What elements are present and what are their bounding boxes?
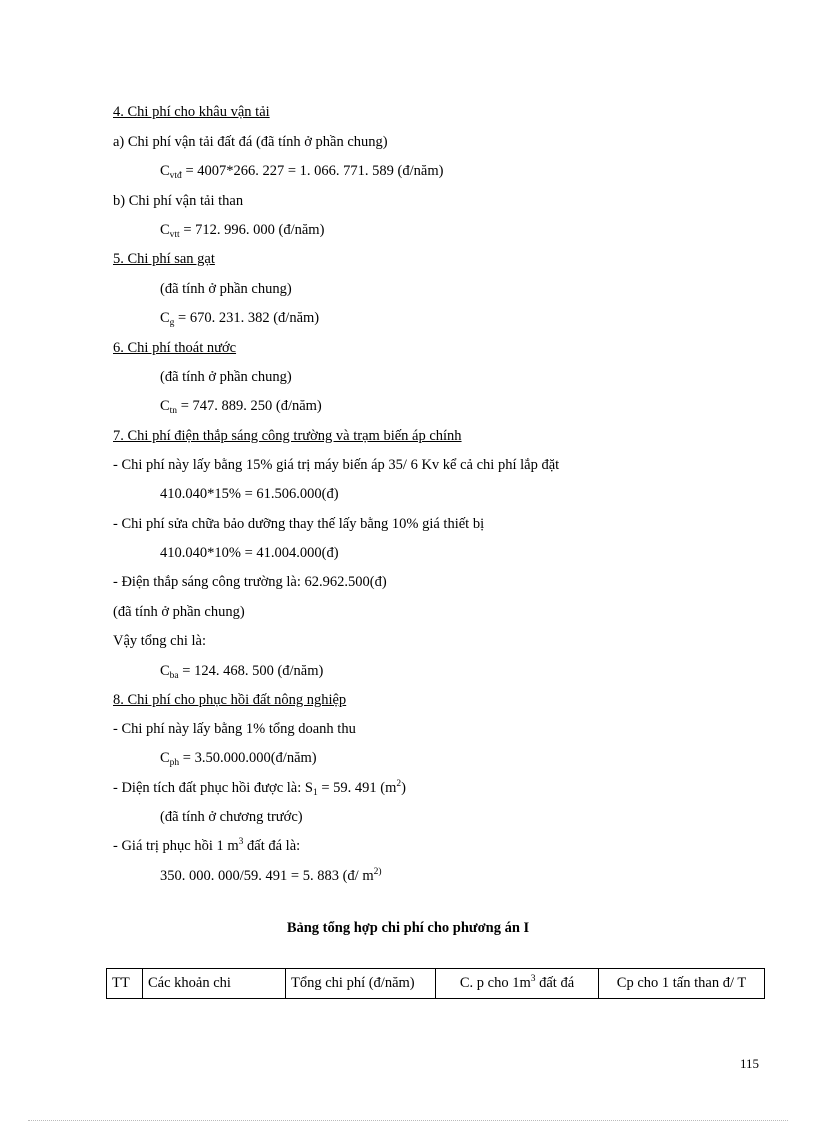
- per-m3-text: C. p cho 1m: [459, 975, 531, 991]
- value-text: - Giá trị phục hồi 1 m: [113, 838, 239, 854]
- page-bottom-divider: [28, 1120, 788, 1121]
- section-7-item-3: - Điện thắp sáng công trường là: 62.962.500(đ): [113, 574, 387, 590]
- section-8-area: [113, 779, 406, 797]
- area-text: - Diện tích đất phục hồi được là: S: [113, 780, 313, 796]
- formula-symbol: C: [160, 663, 170, 679]
- formula-symbol: C: [160, 222, 170, 238]
- table-header-row: [107, 969, 765, 999]
- section-7-total-label: Vậy tổng chi là:: [113, 633, 207, 649]
- result-superscript: 2): [373, 867, 382, 877]
- formula-expression: = 712. 996. 000 (đ/năm): [183, 222, 325, 238]
- formula-subscript: ph: [169, 758, 180, 768]
- formula-symbol: C: [160, 750, 170, 766]
- formula-subscript: ba: [169, 671, 179, 681]
- value-text-end: đất đá là:: [243, 838, 301, 854]
- formula-expression: = 3.50.000.000(đ/năm): [182, 750, 317, 766]
- formula-cph: [160, 749, 317, 767]
- section-8-heading: 8. Chi phí cho phục hồi đất nông nghiệp: [113, 692, 347, 708]
- table-title: Bảng tổng hợp chi phí cho phương án I: [286, 920, 530, 936]
- formula-expression: = 670. 231. 382 (đ/năm): [178, 310, 320, 326]
- section-8-result: [160, 867, 382, 885]
- formula-subscript: tn: [169, 406, 178, 416]
- section-8-note: (đã tính ở chương trước): [160, 809, 303, 825]
- header-per-ton: Cp cho 1 tấn than đ/ T: [599, 969, 765, 999]
- per-m3-superscript: 3: [530, 974, 536, 984]
- formula-symbol: C: [160, 310, 170, 326]
- formula-ctn: [160, 397, 322, 415]
- section-7-heading: 7. Chi phí điện thắp sáng công trường và trạm biến áp chính: [113, 428, 462, 444]
- section-8-value-label: [113, 837, 300, 855]
- cost-summary-table: [106, 968, 765, 999]
- page-number: 115: [740, 1056, 760, 1071]
- formula-cvtd: [160, 162, 443, 180]
- header-tt: TT: [107, 969, 143, 999]
- formula-subscript: vtđ: [169, 171, 182, 181]
- formula-symbol: C: [160, 163, 170, 179]
- formula-cvtt: [160, 221, 324, 239]
- section-7-item-2: - Chi phí sửa chữa bảo dưỡng thay thế lấy bằng 10% giá thiết bị: [113, 516, 485, 532]
- area-subscript: 1: [312, 788, 318, 798]
- formula-cg: [160, 309, 319, 327]
- section-6-heading: 6. Chi phí thoát nước: [113, 340, 237, 356]
- formula-subscript: vtt: [169, 230, 180, 240]
- section-4a-label: a) Chi phí vận tải đất đá (đã tính ở phần chung): [113, 134, 388, 150]
- header-per-m3: [436, 969, 599, 999]
- formula-expression: = 4007*266. 227 = 1. 066. 771. 589 (đ/năm): [185, 163, 444, 179]
- section-5-note: (đã tính ở phần chung): [160, 281, 292, 297]
- section-7-calc-2: 410.040*10% = 41.004.000(đ): [160, 545, 339, 561]
- formula-subscript: g: [169, 318, 175, 328]
- header-items: Các khoản chi: [143, 969, 286, 999]
- section-7-item-1: - Chi phí này lấy bằng 15% giá trị máy biến áp 35/ 6 Kv kể cả chi phí lắp đặt: [113, 457, 560, 473]
- formula-cba: [160, 662, 323, 680]
- value-superscript: 3: [238, 837, 244, 847]
- formula-expression: = 124. 468. 500 (đ/năm): [182, 663, 324, 679]
- section-6-note: (đã tính ở phần chung): [160, 369, 292, 385]
- result-text: 350. 000. 000/59. 491 = 5. 883 (đ/ m: [160, 868, 374, 884]
- per-m3-text-end: đất đá: [535, 975, 575, 991]
- section-8-item-1: - Chi phí này lấy bằng 1% tổng doanh thu: [113, 721, 356, 737]
- area-close: ): [401, 780, 406, 796]
- header-total: Tổng chi phí (đ/năm): [286, 969, 436, 999]
- section-5-heading: 5. Chi phí san gạt: [113, 251, 215, 267]
- formula-expression: = 747. 889. 250 (đ/năm): [180, 398, 322, 414]
- formula-symbol: C: [160, 398, 170, 414]
- section-4b-label: b) Chi phí vận tải than: [113, 193, 244, 209]
- section-7-note: (đã tính ở phần chung): [113, 604, 245, 620]
- area-superscript: 2: [396, 779, 402, 789]
- area-value: = 59. 491 (m: [317, 780, 397, 796]
- section-4-heading: 4. Chi phí cho khâu vận tải: [113, 104, 270, 120]
- section-7-calc-1: 410.040*15% = 61.506.000(đ): [160, 486, 339, 502]
